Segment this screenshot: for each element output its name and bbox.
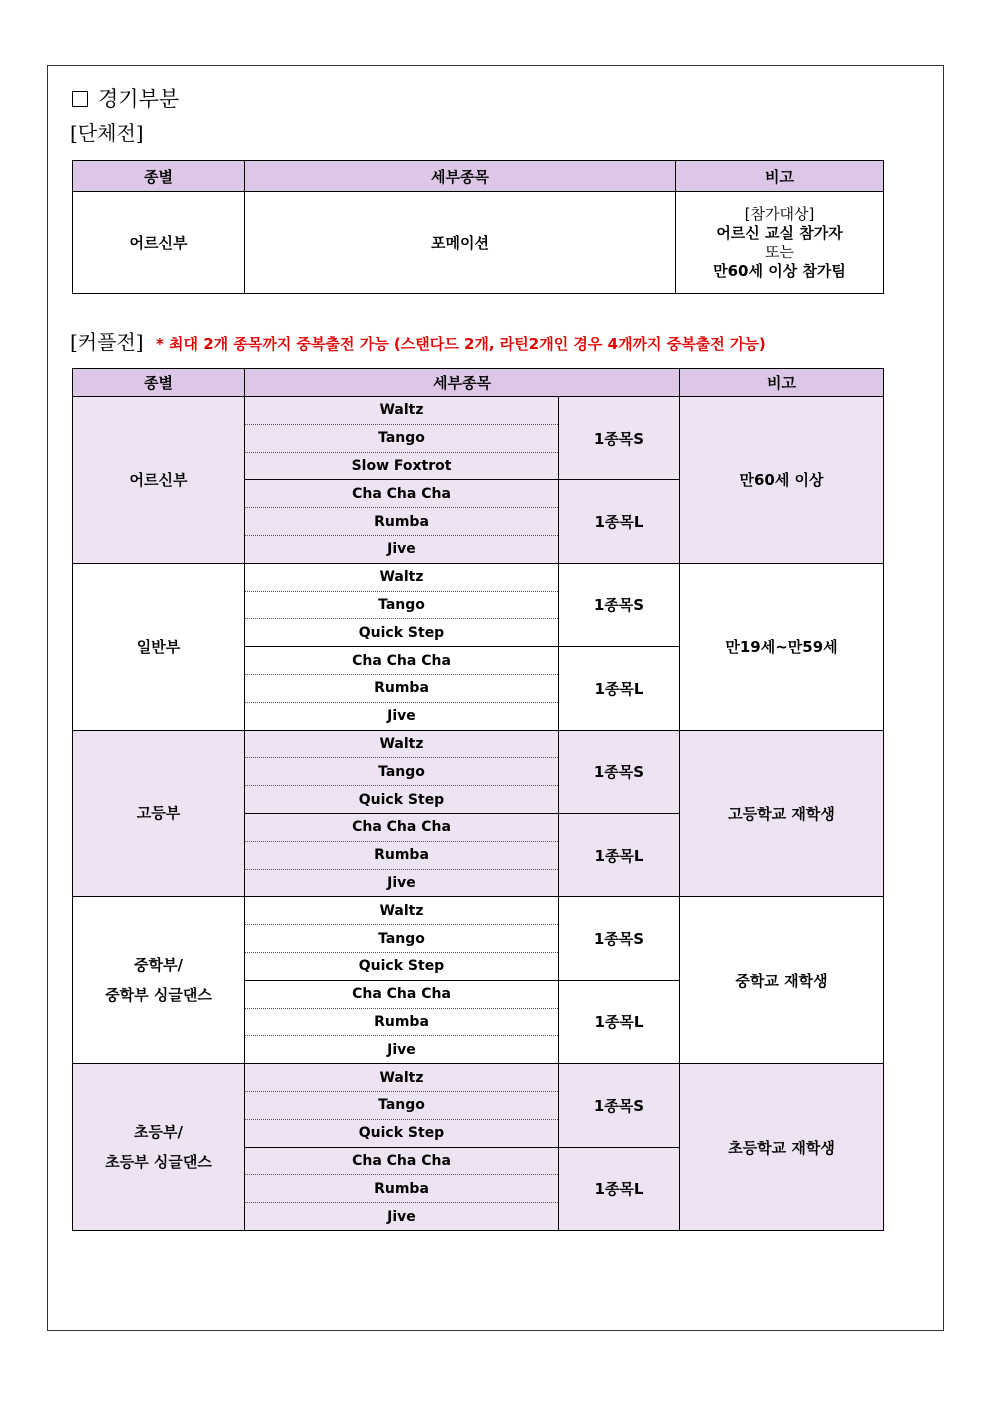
latin-event: Cha Cha Cha [245,980,559,1008]
latin-label: 1종목L [559,1147,680,1230]
remark-cell: 만19세~만59세 [680,563,884,730]
couple-header-event: 세부종목 [245,369,680,397]
latin-event: Rumba [245,1175,559,1203]
standard-label: 1종목S [559,1064,680,1147]
latin-event: Cha Cha Cha [245,1147,559,1175]
standard-event: Tango [245,591,559,619]
category-line: 초등부/ [134,1123,183,1142]
latin-label: 1종목L [559,480,680,563]
latin-event: Rumba [245,508,559,536]
category-cell [73,897,245,1064]
category-line: 어르신부 [129,470,188,489]
couple-table [72,368,884,1231]
standard-event: Waltz [245,730,559,758]
standard-event: Waltz [245,563,559,591]
team-remark-line: 어르신 교실 참가자 [716,223,843,242]
category-cell [73,397,245,564]
standard-label: 1종목S [559,397,680,480]
standard-event: Waltz [245,897,559,925]
team-title: [단체전] [70,121,144,145]
latin-event: Jive [245,869,559,897]
standard-label: 1종목S [559,563,680,646]
category-cell [73,1064,245,1231]
latin-label: 1종목L [559,647,680,730]
category-line: 고등부 [136,804,181,823]
latin-event: Jive [245,535,559,563]
latin-event: Cha Cha Cha [245,647,559,675]
couple-header-remark: 비고 [680,369,884,397]
remark-cell: 고등학교 재학생 [680,730,884,897]
couple-note: * 최대 2개 종목까지 중복출전 가능 (스탠다드 2개, 라틴2개인 경우 4개까지 중복출전 가능) [155,335,766,353]
remark-cell: 초등학교 재학생 [680,1064,884,1231]
standard-event: Tango [245,424,559,452]
team-category: 어르신부 [73,192,245,294]
standard-event: Quick Step [245,1119,559,1147]
latin-event: Jive [245,1203,559,1231]
remark-cell: 만60세 이상 [680,397,884,564]
team-header-category: 종별 [73,161,245,192]
standard-event: Quick Step [245,619,559,647]
category-line: 중학부/ [134,956,183,975]
standard-event: Slow Foxtrot [245,452,559,480]
remark-cell: 중학교 재학생 [680,897,884,1064]
latin-event: Rumba [245,674,559,702]
standard-event: Tango [245,925,559,953]
standard-label: 1종목S [559,897,680,980]
couple-title-row [70,330,766,356]
standard-event: Waltz [245,397,559,425]
couple-title: [커플전] [70,330,144,354]
table-row [73,397,884,425]
table-row [73,1064,884,1092]
category-line: 중학부 싱글댄스 [105,986,212,1005]
latin-event: Rumba [245,841,559,869]
latin-event: Jive [245,1036,559,1064]
latin-event: Jive [245,702,559,730]
team-remark-line: [참가대상] [744,204,815,223]
standard-event: Waltz [245,1064,559,1092]
team-header-remark: 비고 [676,161,884,192]
latin-event: Cha Cha Cha [245,813,559,841]
category-line: 일반부 [136,637,181,656]
standard-event: Quick Step [245,952,559,980]
standard-label: 1종목S [559,730,680,813]
team-header-event: 세부종목 [245,161,676,192]
latin-label: 1종목L [559,980,680,1063]
section-heading [72,86,179,112]
section-title: 경기부분 [98,87,180,111]
team-remark [676,192,884,294]
table-row [73,563,884,591]
standard-event: Tango [245,1091,559,1119]
team-remark-line: 만60세 이상 참가팀 [713,261,846,280]
team-remark-line: 또는 [765,242,794,261]
standard-event: Tango [245,758,559,786]
table-row [73,897,884,925]
team-table [72,160,884,294]
category-line: 초등부 싱글댄스 [105,1153,212,1172]
standard-event: Quick Step [245,786,559,814]
table-row [73,730,884,758]
latin-event: Cha Cha Cha [245,480,559,508]
checkbox-icon [72,91,88,107]
category-cell [73,563,245,730]
category-cell [73,730,245,897]
team-event: 포메이션 [245,192,676,294]
latin-event: Rumba [245,1008,559,1036]
latin-label: 1종목L [559,813,680,896]
couple-header-category: 종별 [73,369,245,397]
